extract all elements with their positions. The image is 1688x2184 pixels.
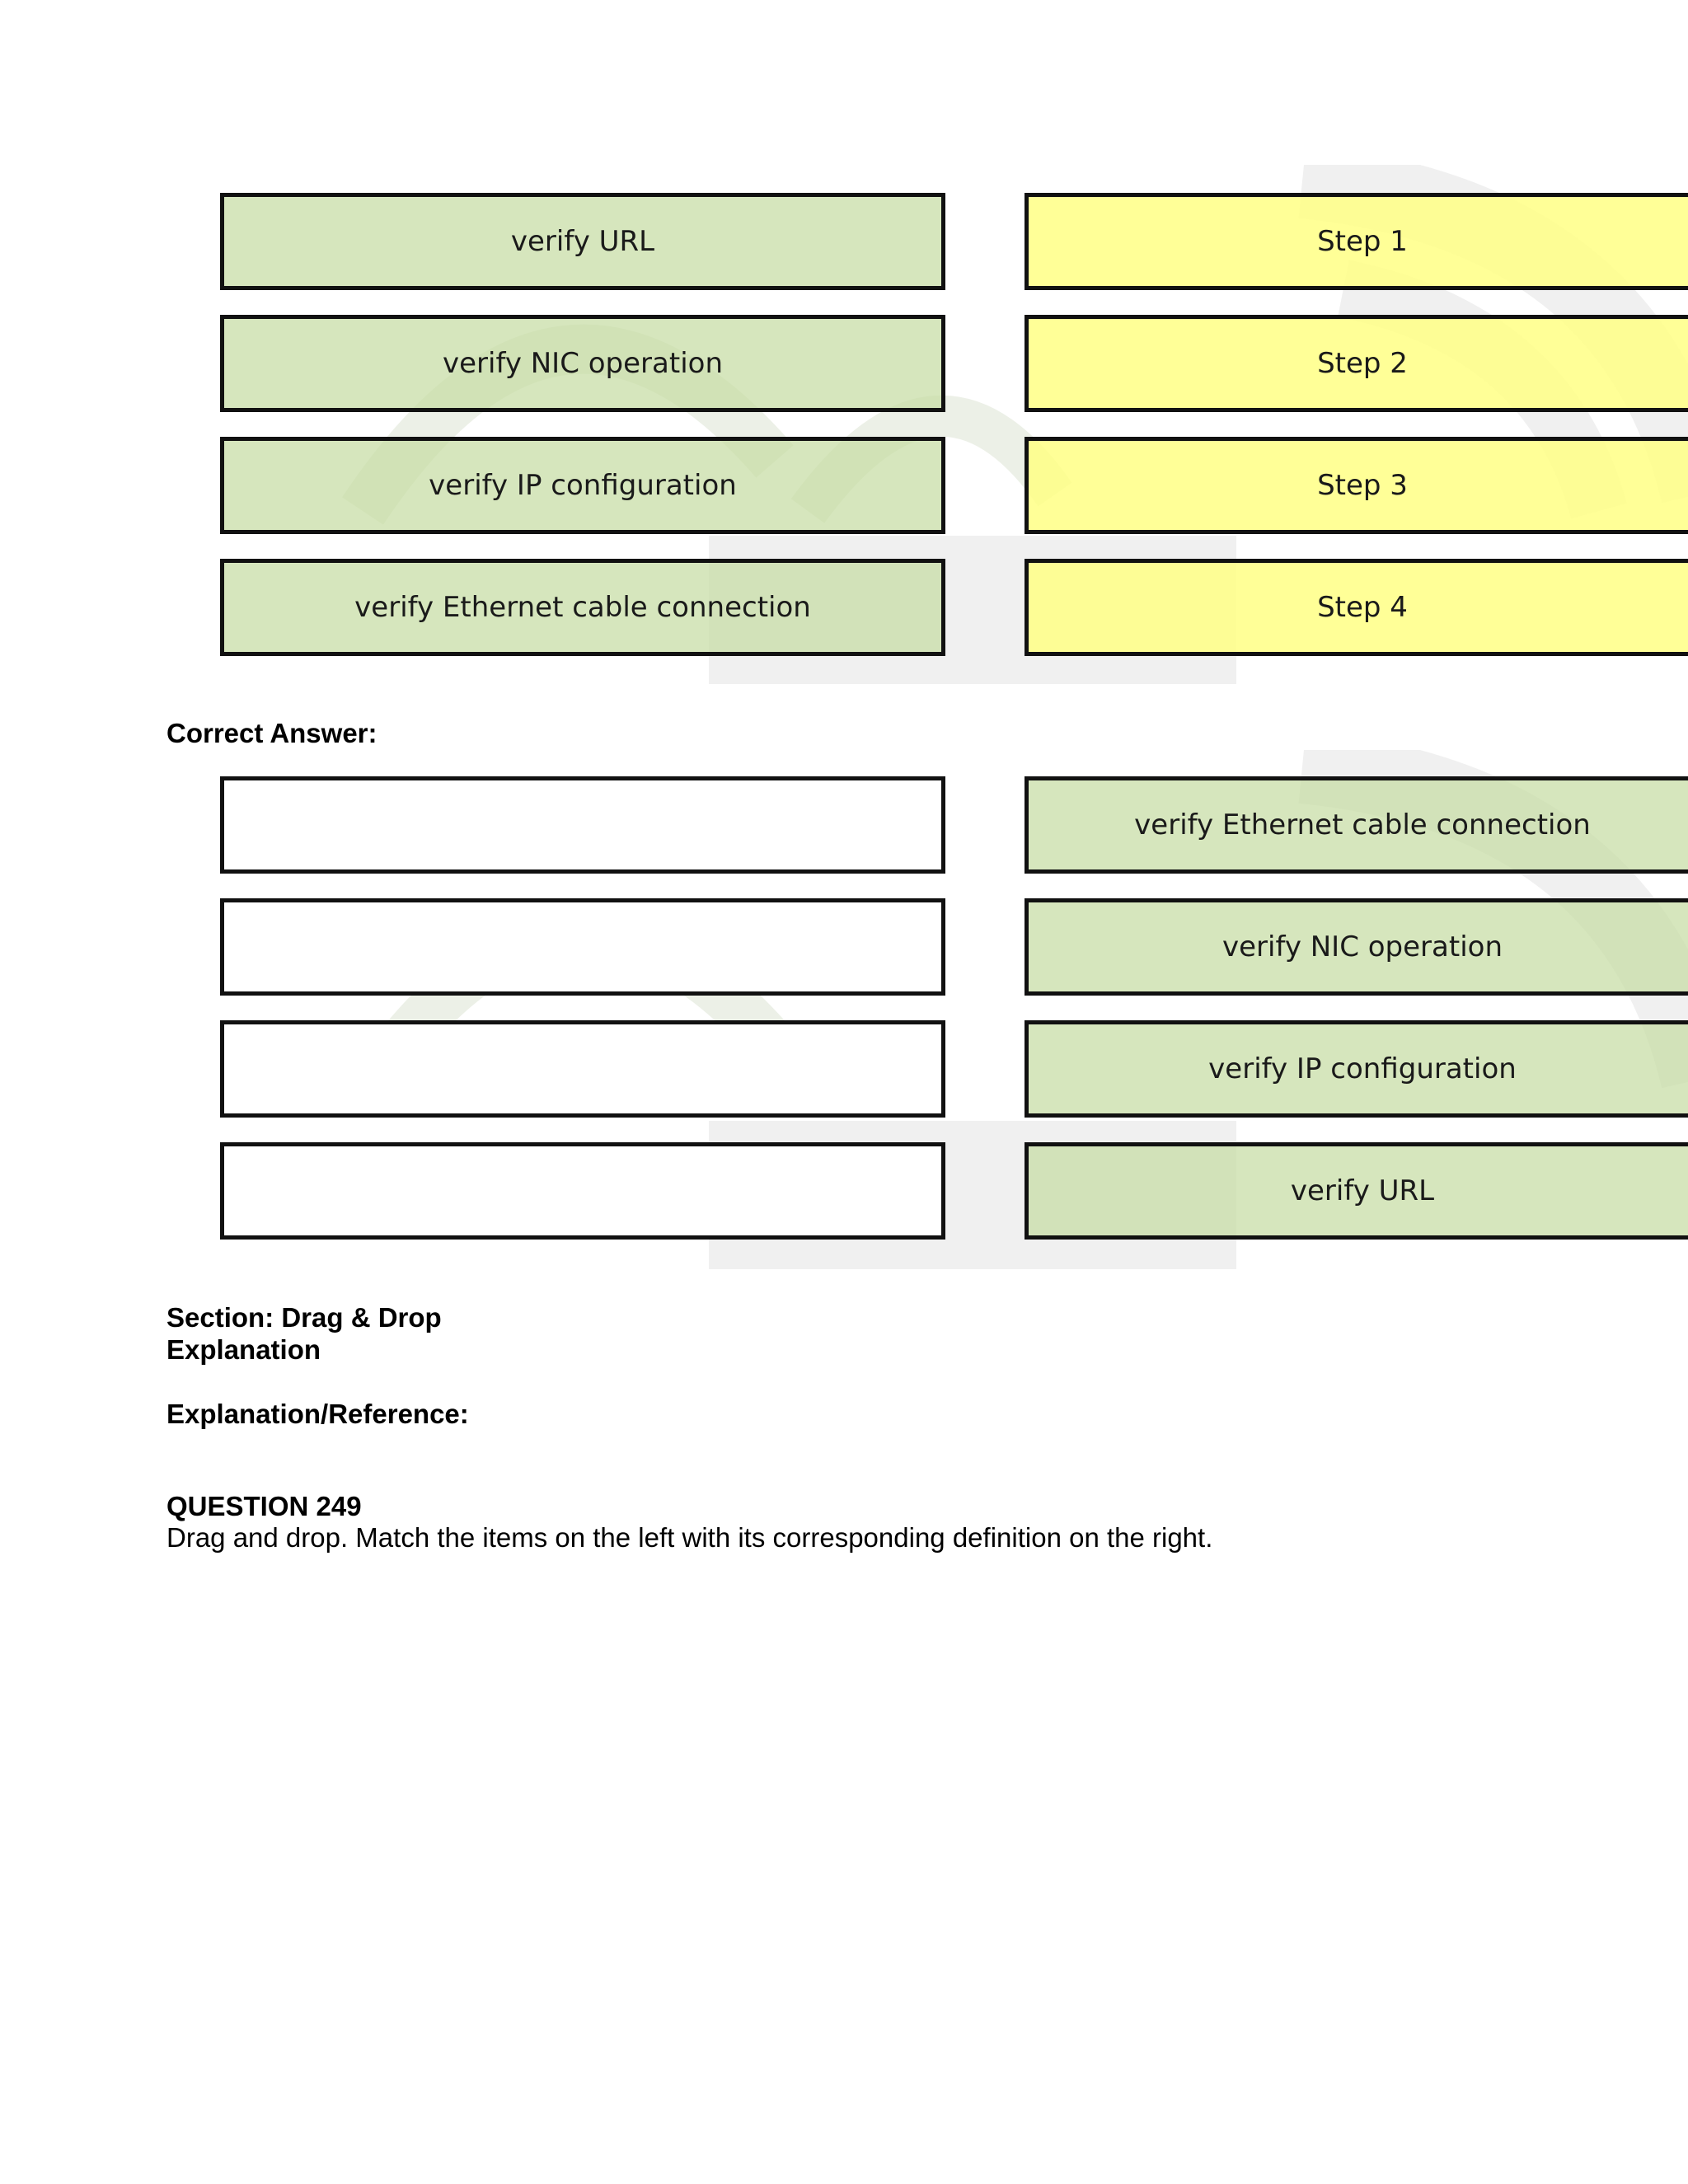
- explanation-label: Explanation: [166, 1334, 321, 1365]
- drop-target-step-4[interactable]: Step 4: [1025, 559, 1688, 656]
- answer-step-2: verify NIC operation: [1025, 898, 1688, 996]
- question-title: QUESTION 249: [166, 1491, 362, 1521]
- drop-target-step-3[interactable]: Step 3: [1025, 437, 1688, 534]
- answer-empty-slot-2: [220, 898, 945, 996]
- explanation-reference-label: Explanation/Reference:: [166, 1399, 469, 1429]
- answer-step-3: verify IP configuration: [1025, 1020, 1688, 1118]
- answer-empty-slot-1: [220, 776, 945, 874]
- drag-item-verify-url[interactable]: verify URL: [220, 193, 945, 290]
- answer-step-1: verify Ethernet cable connection: [1025, 776, 1688, 874]
- drop-target-step-1[interactable]: Step 1: [1025, 193, 1688, 290]
- drag-item-verify-ethernet[interactable]: verify Ethernet cable connection: [220, 559, 945, 656]
- correct-answer-heading: Correct Answer:: [166, 718, 377, 748]
- answer-step-4: verify URL: [1025, 1142, 1688, 1240]
- answer-empty-slot-3: [220, 1020, 945, 1118]
- drag-item-verify-ip[interactable]: verify IP configuration: [220, 437, 945, 534]
- question-prompt: Drag and drop. Match the items on the left with its corresponding definition on the right.: [166, 1522, 1213, 1553]
- drag-item-verify-nic[interactable]: verify NIC operation: [220, 315, 945, 412]
- section-label: Section: Drag & Drop: [166, 1302, 442, 1333]
- drop-target-step-2[interactable]: Step 2: [1025, 315, 1688, 412]
- answer-empty-slot-4: [220, 1142, 945, 1240]
